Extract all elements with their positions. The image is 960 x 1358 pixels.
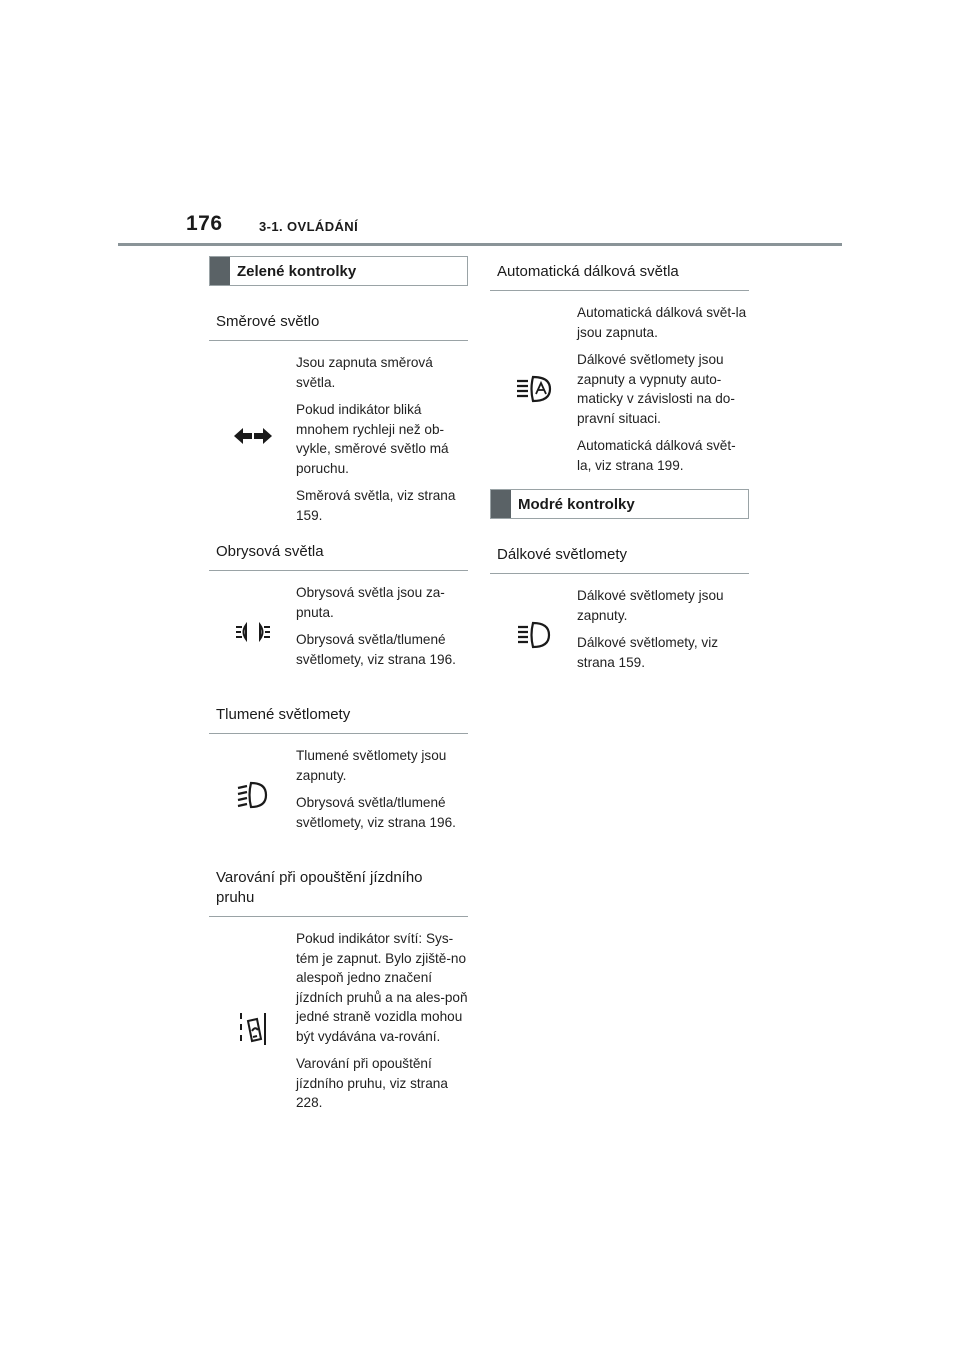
entry-paragraph: Dálkové světlomety, viz strana 159. (577, 635, 719, 670)
lane-departure-warning-icon (209, 929, 296, 1129)
entry-paragraph: Dálkové světlomety jsou zapnuty a vypnuty auto-maticky v závislosti na do-pravní situaci. (577, 352, 735, 426)
page-number: 176 (186, 212, 223, 235)
entry-paragraph: Varování při opouštění jízdního pruhu, viz strana 228. (296, 1056, 448, 1110)
entry-paragraph: Pokud indikátor svítí: Sys-tém je zapnut. Bylo zjiště-no alespoň jedno značení jízdních pruhů a na ales-poň jedné straně vozidla mohou být vydávána va-rování. (296, 931, 468, 1044)
entry-paragraph: Obrysová světla/tlumené světlomety, viz strana 196. (296, 795, 456, 830)
chapter-title: 3-1. OVLÁDÁNÍ (259, 219, 359, 234)
entry-paragraph: Obrysová světla/tlumené světlomety, viz strana 196. (296, 632, 456, 667)
parking-lights-icon (209, 583, 296, 681)
entry-paragraph: Obrysová světla jsou za-pnuta. (296, 585, 445, 620)
entry-title-turn-signal: Směrové světlo (209, 306, 468, 341)
entry-auto-high-beam (490, 291, 749, 475)
left-column (209, 256, 468, 1129)
entry-paragraph: Dálkové světlomety jsou zapnuty. (577, 588, 724, 623)
entry-paragraph: Jsou zapnuta směrová světla. (296, 355, 433, 390)
entry-title-lane-departure: Varování při opouštění jízdního pruhu (209, 862, 468, 917)
entry-turn-signal (209, 341, 468, 523)
turn-signal-arrows-icon (209, 353, 296, 518)
entry-title-auto-high-beam: Automatická dálková světla (490, 256, 749, 291)
low-beam-icon (209, 746, 296, 844)
entry-title-high-beam: Dálkové světlomety (490, 539, 749, 574)
entry-paragraph: Automatická dálková svět-la, viz strana 199. (577, 438, 736, 473)
header-divider (118, 243, 842, 246)
entry-paragraph: Pokud indikátor bliká mnohem rychleji než ob-vykle, směrové světlo má poruchu. (296, 402, 449, 476)
entry-title-parking-lights: Obrysová světla (209, 536, 468, 571)
entry-paragraph: Automatická dálková svět-la jsou zapnuta. (577, 305, 747, 340)
entry-low-beam (209, 734, 468, 844)
right-column (490, 256, 749, 684)
section-title-blue (490, 489, 749, 519)
section-title-marker (491, 490, 511, 518)
section-title-green (209, 256, 468, 286)
high-beam-icon (490, 586, 577, 684)
entry-paragraph: Směrová světla, viz strana 159. (296, 488, 456, 523)
entry-paragraph: Tlumené světlomety jsou zapnuty. (296, 748, 447, 783)
section-title-text: Modré kontrolky (518, 495, 635, 513)
auto-high-beam-icon (490, 303, 577, 475)
entry-title-low-beam: Tlumené světlomety (209, 699, 468, 734)
section-title-text: Zelené kontrolky (237, 262, 357, 280)
entry-high-beam (490, 574, 749, 684)
entry-lane-departure (209, 917, 468, 1129)
entry-parking-lights (209, 571, 468, 681)
section-title-marker (210, 257, 230, 285)
